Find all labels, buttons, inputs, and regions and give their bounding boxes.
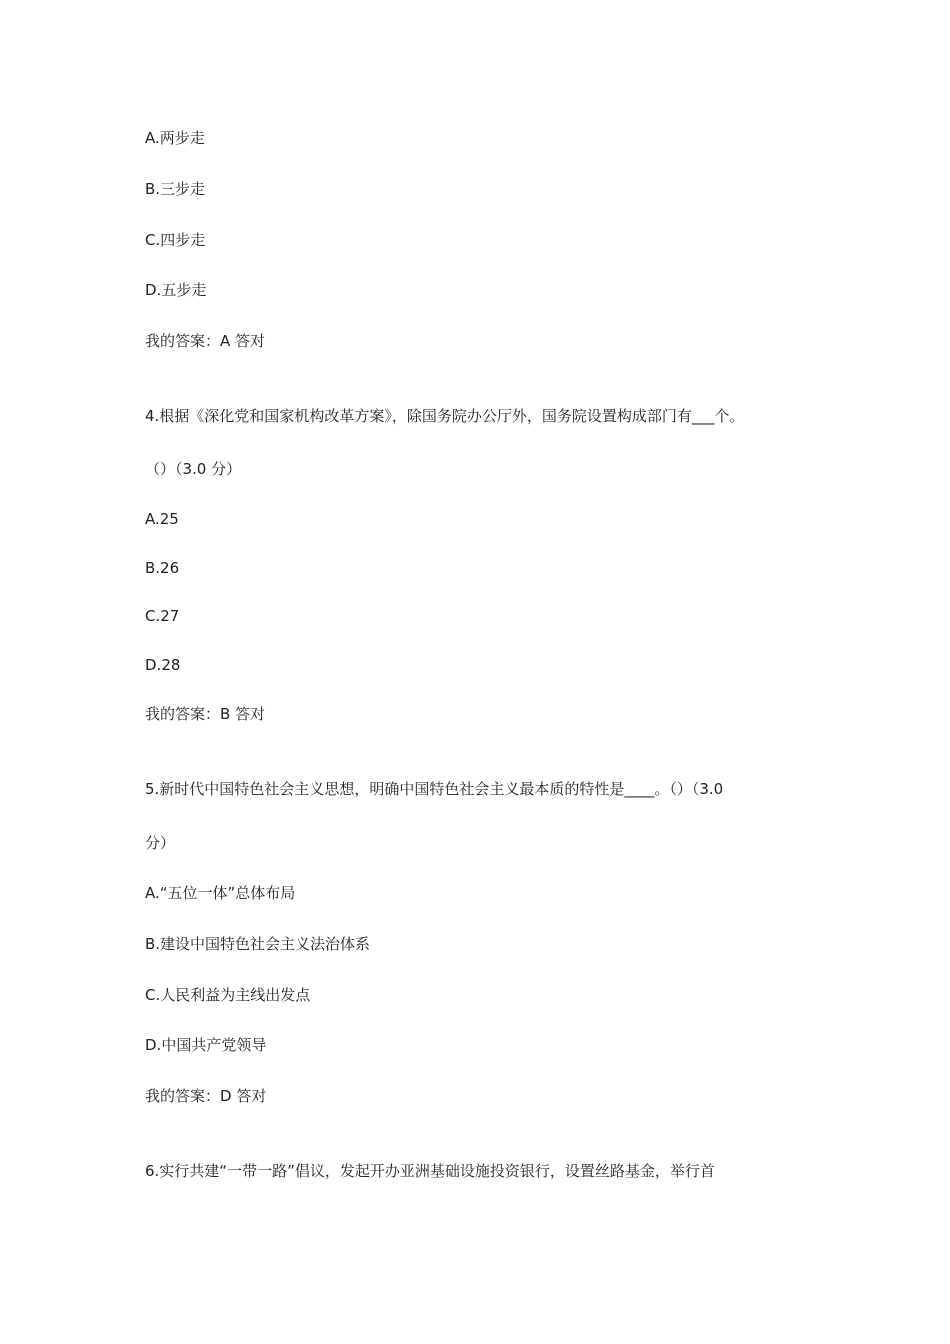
q4-option-d: D.28	[145, 656, 181, 674]
q3-answer: 我的答案：A 答对	[145, 332, 266, 350]
q5-option-b: B.建设中国特色社会主义法治体系	[145, 935, 371, 953]
q3-option-c: C.四步走	[145, 231, 206, 249]
q6-stem: 6.实行共建“一带一路”倡议，发起开办亚洲基础设施投资银行，设置丝路基金，举行首	[145, 1162, 715, 1180]
q4-option-b: B.26	[145, 559, 180, 577]
q5-answer: 我的答案：D 答对	[145, 1087, 267, 1105]
q4-option-a: A.25	[145, 510, 179, 528]
q4-stem-continued: （）（3.0 分）	[145, 460, 242, 478]
q5-stem-continued: 分）	[145, 834, 176, 852]
q4-answer: 我的答案：B 答对	[145, 705, 266, 723]
q3-option-d: D.五步走	[145, 281, 207, 299]
q5-option-c: C.人民利益为主线出发点	[145, 986, 311, 1004]
q4-stem: 4.根据《深化党和国家机构改革方案》，除国务院办公厅外，国务院设置构成部门有___个。	[145, 407, 745, 425]
q3-option-a: A.两步走	[145, 129, 205, 147]
q5-stem: 5.新时代中国特色社会主义思想，明确中国特色社会主义最本质的特性是____。（）（3.0	[145, 780, 724, 798]
q3-option-b: B.三步走	[145, 180, 206, 198]
q5-option-d: D.中国共产党领导	[145, 1036, 267, 1054]
q5-option-a: A.“五位一体”总体布局	[145, 884, 296, 902]
q4-option-c: C.27	[145, 607, 180, 625]
